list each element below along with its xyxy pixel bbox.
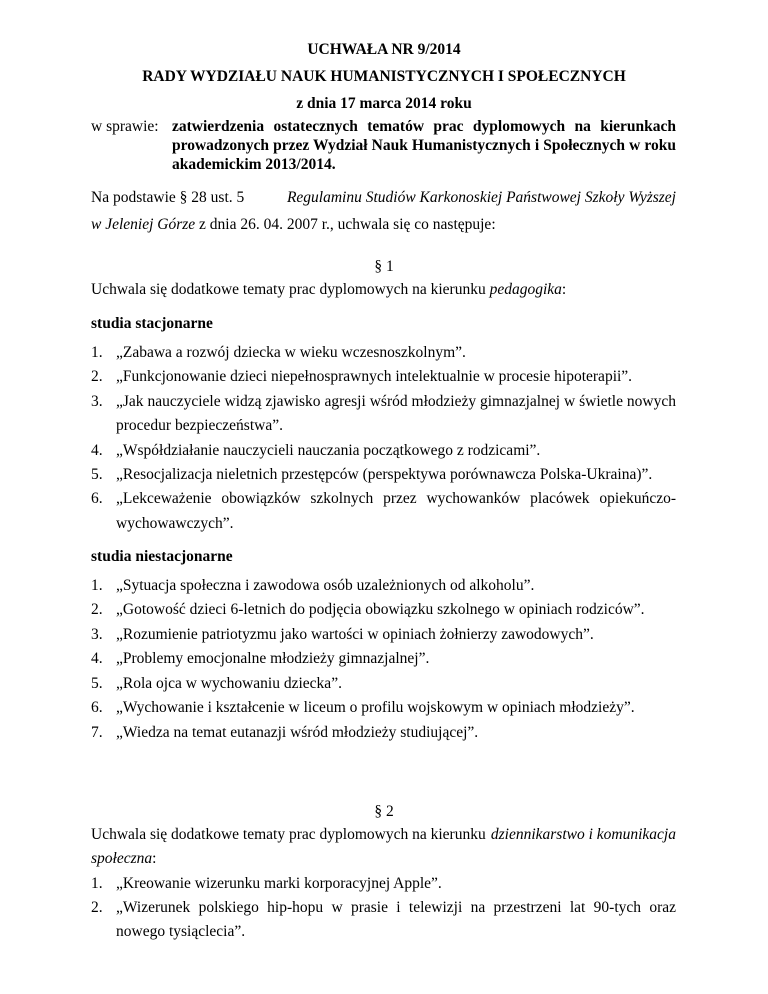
subject-label: w sprawie: [91,118,159,135]
section-2-intro-text: Uchwala się dodatkowe tematy prac dyplomowych na kierunku [91,826,486,843]
item-text: „Funkcjonowanie dzieci niepełnosprawnych intelektualnie w procesie hipoterapii”. [116,368,633,385]
regulation-location: w Jeleniej Górze [91,216,196,233]
basis-text: Na podstawie § 28 ust. 5 [91,189,245,206]
resolution-title: UCHWAŁA NR 9/2014 [307,41,461,58]
item-number: 1. [91,577,103,594]
item-number: 6. [91,490,103,507]
item-number: 3. [91,393,103,410]
item-number: 6. [91,699,103,716]
item-text-continued: procedur bezpieczeństwa”. [116,417,283,434]
section-1-intro [91,280,676,300]
section-2-intro-colon: : [152,850,157,867]
subject-line-1: zatwierdzenia ostatecznych tematów prac dyplomowych na kierunkach [172,118,676,135]
item-number: 1. [91,875,103,892]
resolution-subtitle: RADY WYDZIAŁU NAUK HUMANISTYCZNYCH I SPOŁECZNYCH [142,68,626,85]
item-number: 7. [91,724,103,741]
field-of-study: pedagogika [489,281,562,298]
item-number: 2. [91,601,103,618]
item-text: „Zabawa a rozwój dziecka w wieku wczesnoszkolnym”. [116,344,466,361]
section-2-heading: § 2 [374,803,394,820]
basis-line-1 [91,188,676,208]
item-text: „Problemy emocjonalne młodzieży gimnazjalnej”. [116,650,430,667]
item-text: „Wiedza na temat eutanazji wśród młodzieży studiującej”. [116,724,479,741]
item-text: „Współdziałanie nauczycieli nauczania początkowego z rodzicami”. [116,442,541,459]
item-number: 1. [91,344,103,361]
subject-line-3: akademickim 2013/2014. [172,156,336,173]
section-1-intro-colon: : [561,281,567,298]
item-text: „Wychowanie i kształcenie w liceum o profilu wojskowym w opiniach młodzieży”. [116,699,635,716]
basis-text-end: z dnia 26. 04. 2007 r., uchwala się co następuje: [199,216,496,233]
basis-line-2 [91,215,676,235]
item-text: „Jak nauczyciele widzą zjawisko agresji wśród młodzieży gimnazjalnej w świetle nowych [116,393,676,410]
item-text: „Gotowość dzieci 6-letnich do podjęcia obowiązku szkolnego w opiniach rodziców”. [116,601,645,618]
regulation-name: Regulaminu Studiów Karkonoskiej Państwowej Szkoły Wyższej [286,189,676,206]
item-text: „Sytuacja społeczna i zawodowa osób uzależnionych od alkoholu”. [116,577,535,594]
nonstationary-heading: studia niestacjonarne [91,548,233,565]
item-text: „Resocjalizacja nieletnich przestępców (perspektywa porównawcza Polska-Ukraina)”. [116,466,653,483]
resolution-date: z dnia 17 marca 2014 roku [296,95,472,112]
item-text: „Wizerunek polskiego hip-hopu w prasie i telewizji na przestrzeni lat 90-tych oraz [116,899,676,916]
item-number: 4. [91,442,103,459]
item-number: 4. [91,650,103,667]
item-number: 2. [91,899,103,916]
field-of-study-continued: społeczna [91,850,153,867]
item-number: 3. [91,626,103,643]
section-1-heading: § 1 [374,258,394,275]
item-text: „Rozumienie patriotyzmu jako wartości w opiniach żołnierzy zawodowych”. [116,626,594,643]
item-text: „Lekceważenie obowiązków szkolnych przez wychowanków placówek opiekuńczo- [116,490,676,507]
section-2-intro-continued [91,849,676,869]
item-number: 5. [91,466,103,483]
item-text-continued: wychowawczych”. [116,515,234,532]
item-number: 5. [91,675,103,692]
item-number: 2. [91,368,103,385]
field-of-study: dziennikarstwo i komunikacja [490,826,676,843]
item-text-continued: nowego tysiąclecia”. [116,923,246,940]
section-1-intro-text: Uchwala się dodatkowe tematy prac dyplomowych na kierunku [91,281,486,298]
item-text: „Rola ojca w wychowaniu dziecka”. [116,675,342,692]
section-2-intro [91,825,676,845]
subject-line-2: prowadzonych przez Wydział Nauk Humanistycznych i Społecznych w roku [172,137,676,154]
item-text: „Kreowanie wizerunku marki korporacyjnej Apple”. [116,875,442,892]
stationary-heading: studia stacjonarne [91,315,213,332]
